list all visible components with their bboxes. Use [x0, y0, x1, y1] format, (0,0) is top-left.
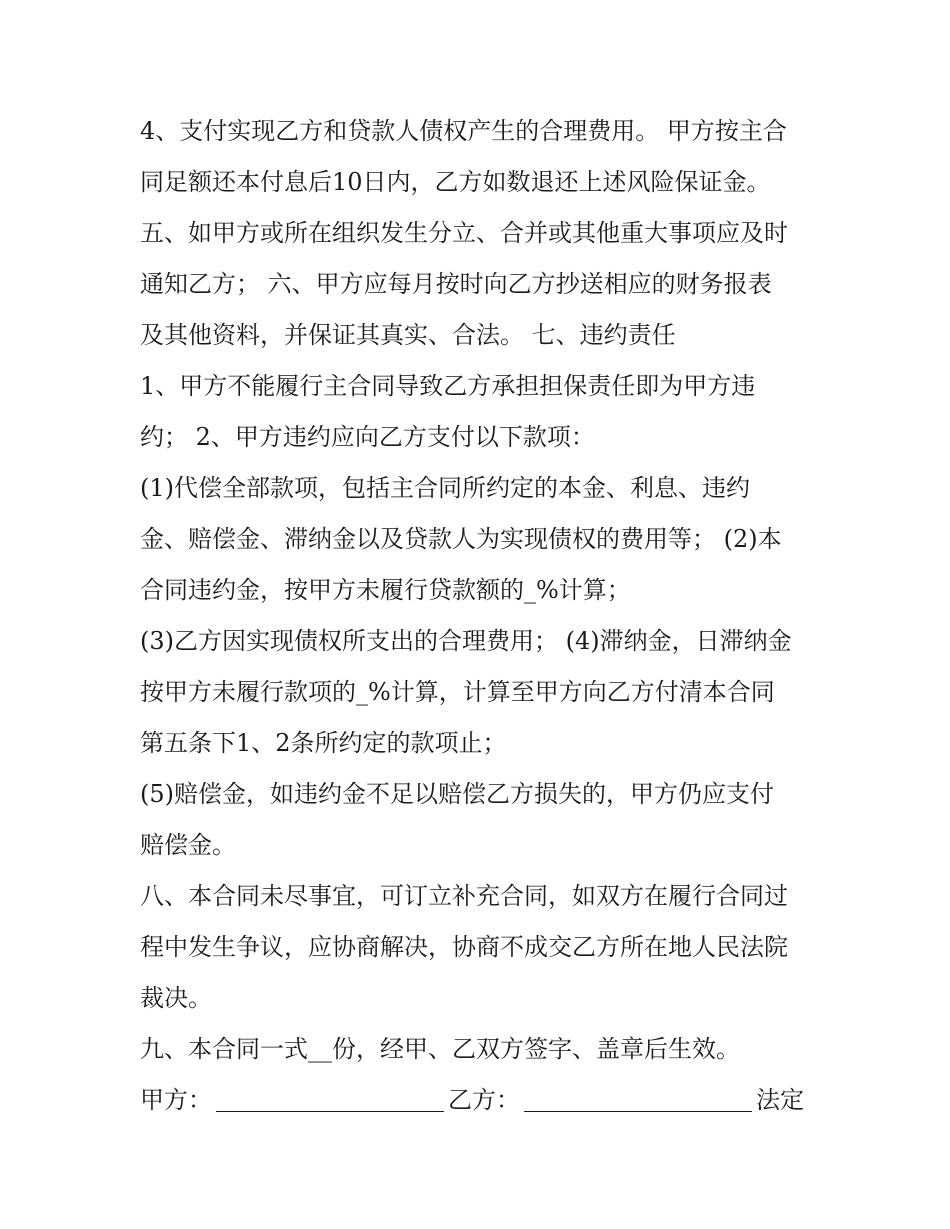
text-line: 裁决。: [140, 984, 212, 1012]
legal-label: 法定: [756, 1086, 804, 1114]
text-line: 约； 2、甲方违约应向乙方支付以下款项：: [140, 423, 595, 451]
text-line: 及其他资料，并保证其真实、合法。 七、违约责任: [140, 321, 676, 349]
contract-body: [140, 106, 820, 1126]
text-line: (5)赔偿金，如违约金不足以赔偿乙方损失的，甲方仍应支付: [140, 780, 774, 808]
text-line: 赔偿金。: [140, 831, 236, 859]
signature-line: [140, 1075, 820, 1126]
text-line: 五、如甲方或所在组织发生分立、合并或其他重大事项应及时: [140, 219, 788, 247]
text-line: 八、本合同未尽事宜，可订立补充合同，如双方在履行合同过: [140, 882, 788, 910]
party-b-blank: [524, 1081, 752, 1112]
party-a-blank: [216, 1081, 444, 1112]
text-line: 程中发生争议，应协商解决，协商不成交乙方所在地人民法院: [140, 933, 788, 961]
text-line: (3)乙方因实现债权所支出的合理费用； (4)滞纳金，日滞纳金: [140, 627, 792, 655]
party-a-label: 甲方：: [140, 1086, 212, 1114]
text-line: 金、赔偿金、滞纳金以及贷款人为实现债权的费用等； (2)本: [140, 525, 782, 553]
text-line: 通知乙方； 六、甲方应每月按时向乙方抄送相应的财务报表: [140, 270, 772, 298]
party-b-label: 乙方：: [448, 1086, 520, 1114]
text-line: 第五条下1、2条所约定的款项止；: [140, 729, 507, 757]
text-line: 九、本合同一式__份，经甲、乙双方签字、盖章后生效。: [140, 1035, 740, 1063]
text-line: (1)代偿全部款项，包括主合同所约定的本金、利息、违约: [140, 474, 750, 502]
text-line: 同足额还本付息后10日内，乙方如数退还上述风险保证金。: [140, 168, 771, 196]
text-line: 按甲方未履行款项的_%计算，计算至甲方向乙方付清本合同: [140, 678, 775, 706]
text-line: 1、甲方不能履行主合同导致乙方承担担保责任即为甲方违: [140, 372, 756, 400]
text-line: 4、支付实现乙方和贷款人债权产生的合理费用。 甲方按主合: [140, 117, 787, 145]
text-line: 合同违约金，按甲方未履行贷款额的_%计算；: [140, 576, 631, 604]
